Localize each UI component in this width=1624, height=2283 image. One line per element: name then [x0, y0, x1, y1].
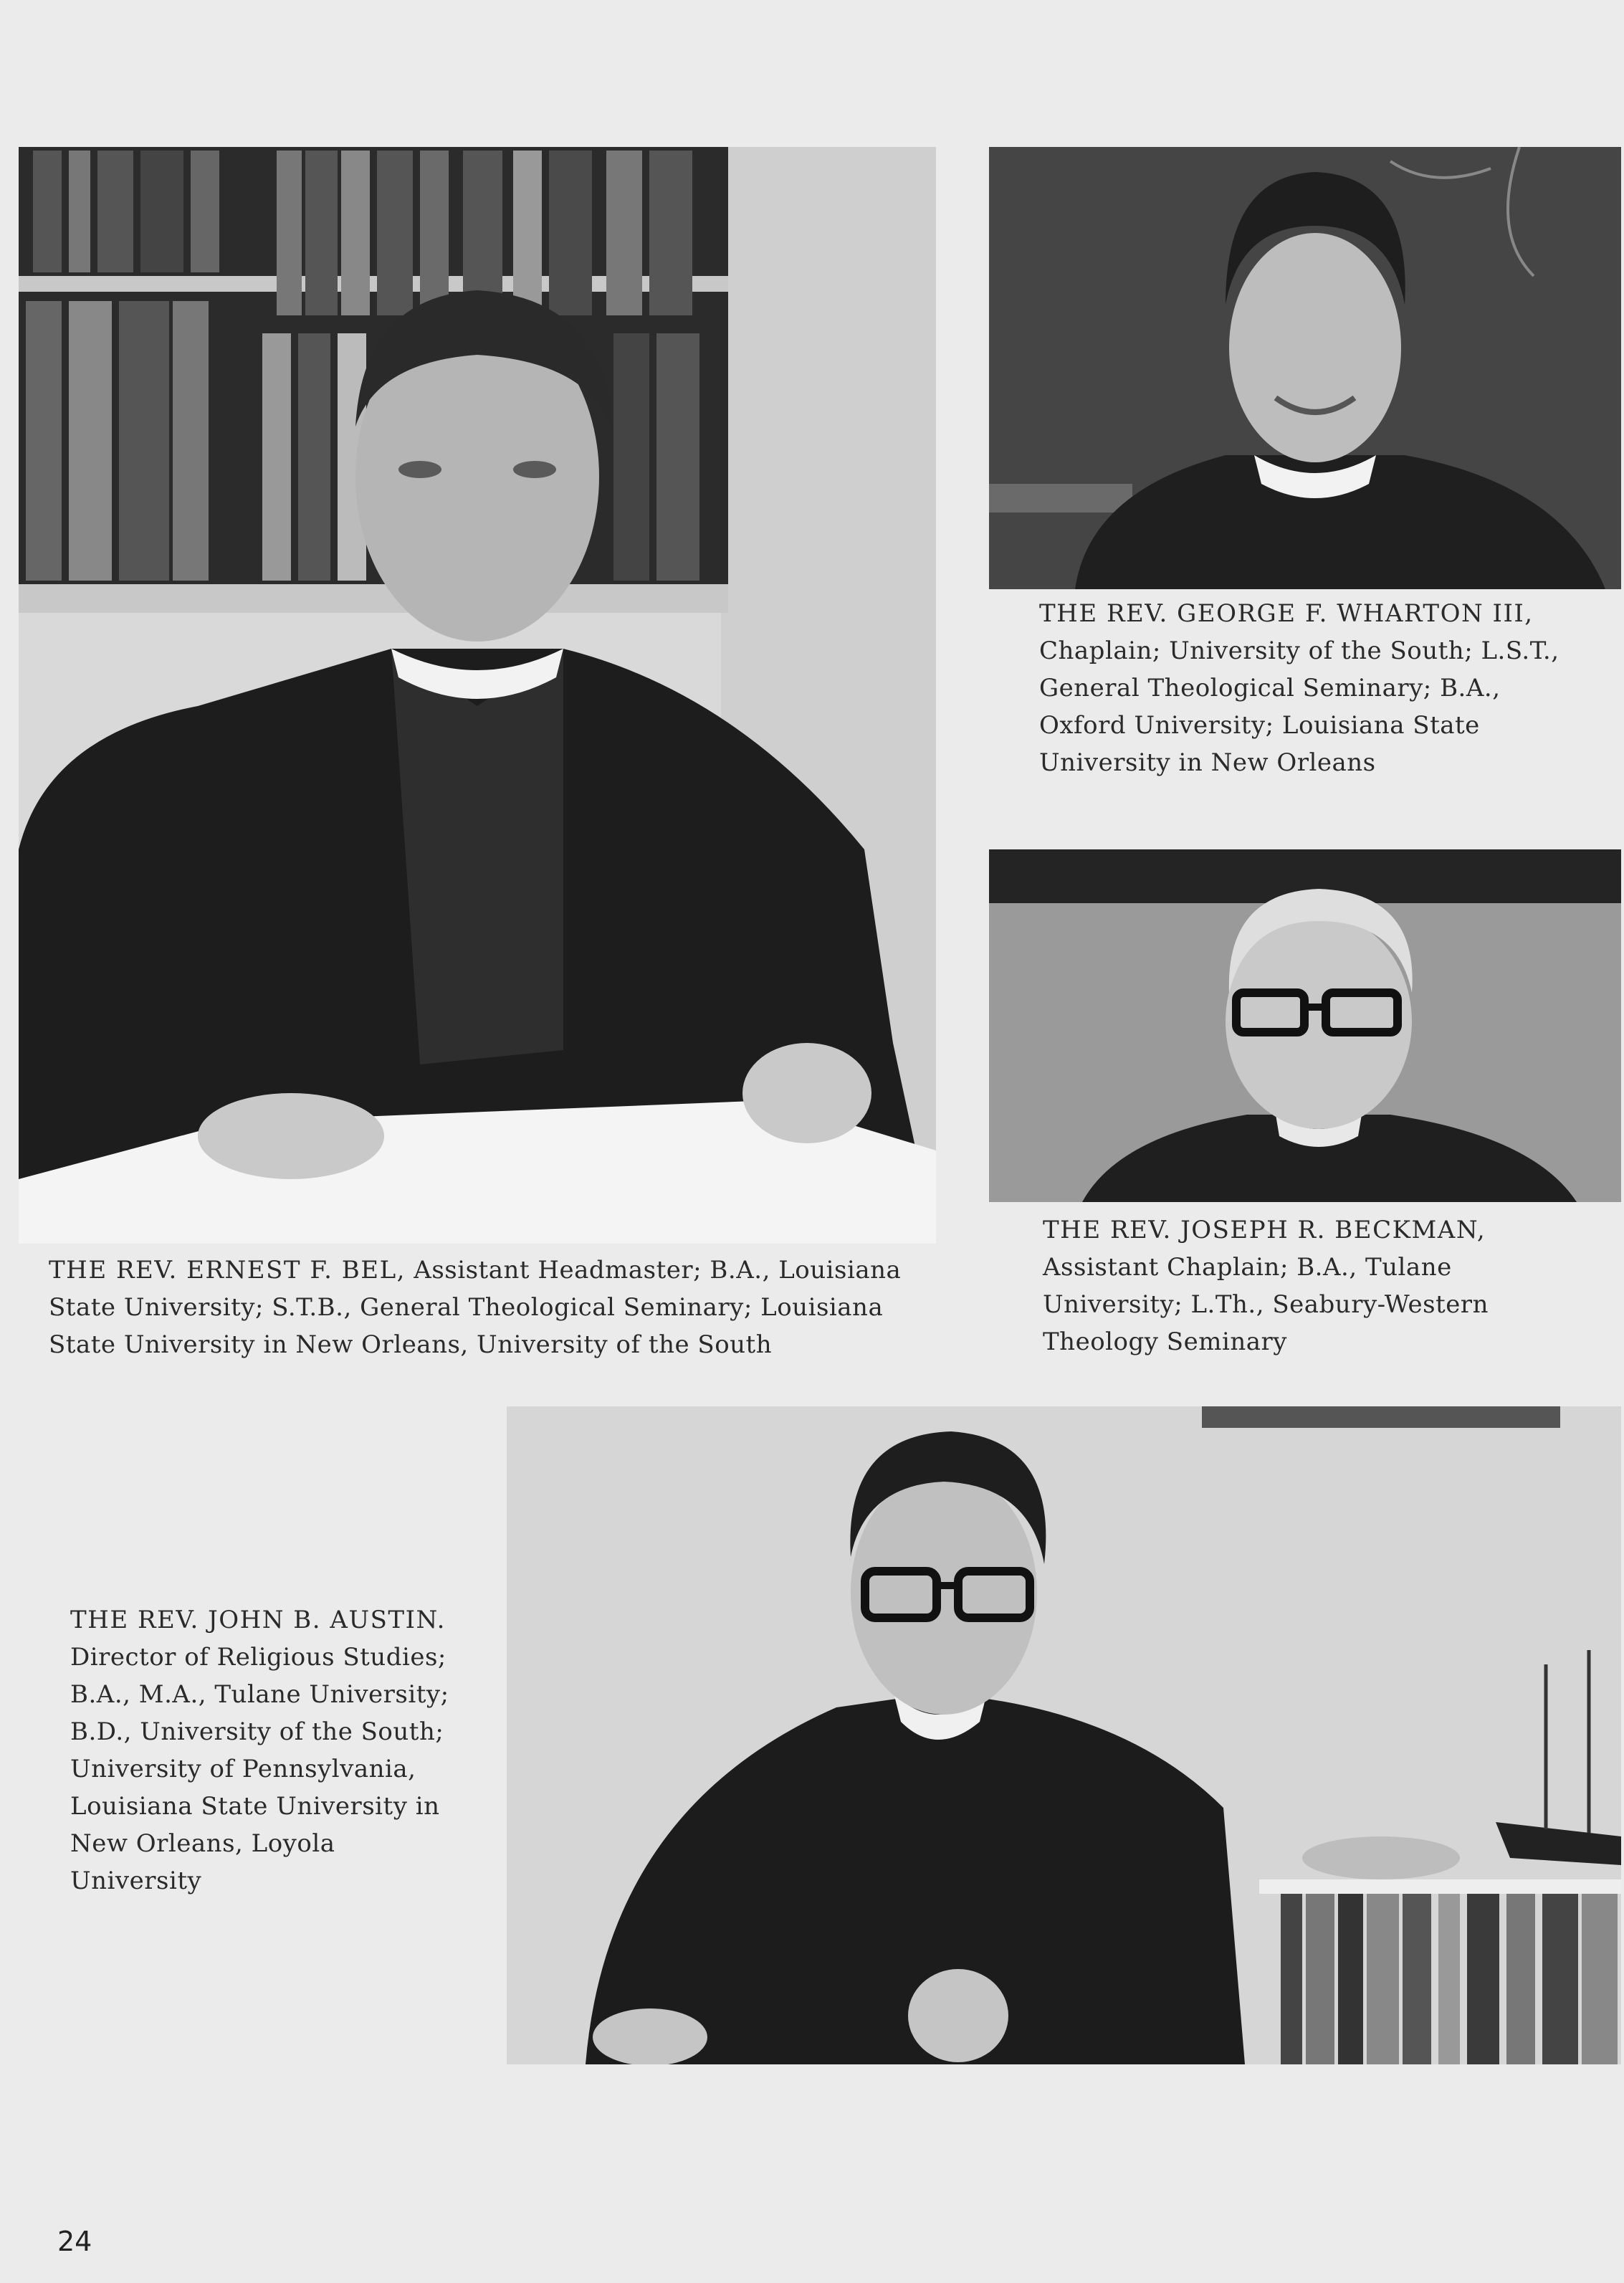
caption-joseph-beckman [1043, 1211, 1587, 1360]
caption-name: THE REV. JOHN B. AUSTIN. [70, 1606, 446, 1634]
caption-name: THE REV. JOSEPH R. BECKMAN, [1043, 1216, 1486, 1244]
photo-joseph-beckman [989, 849, 1621, 1202]
caption-ernest-bel [49, 1252, 930, 1363]
caption-name: THE REV. ERNEST F. BEL, [49, 1256, 406, 1285]
caption-credentials: Director of Religious Studies; B.A., M.A., Tulane University; B.D., University of the South; University of Pennsylvania, Louisiana State University in New Orleans, Loyola University [70, 1643, 449, 1895]
photo-john-austin [507, 1406, 1621, 2064]
caption-george-wharton [1039, 595, 1570, 781]
page-number: 24 [57, 2226, 92, 2257]
caption-credentials: Assistant Headmaster; B.A., Louisiana State University; S.T.B., General Theological Seminary; Louisiana State University in New Orleans, University of the South [49, 1256, 902, 1359]
caption-name: THE REV. GEORGE F. WHARTON III, [1039, 599, 1534, 628]
caption-john-austin [70, 1601, 472, 1900]
caption-credentials: Assistant Chaplain; B.A., Tulane University; L.Th., Seabury-Western Theology Seminary [1043, 1253, 1489, 1356]
photo-ernest-bel [19, 147, 936, 1244]
caption-credentials: Chaplain; University of the South; L.S.T., General Theological Seminary; B.A., Oxford University; Louisiana State University in New Orleans [1039, 637, 1559, 777]
photo-george-wharton [989, 147, 1621, 589]
